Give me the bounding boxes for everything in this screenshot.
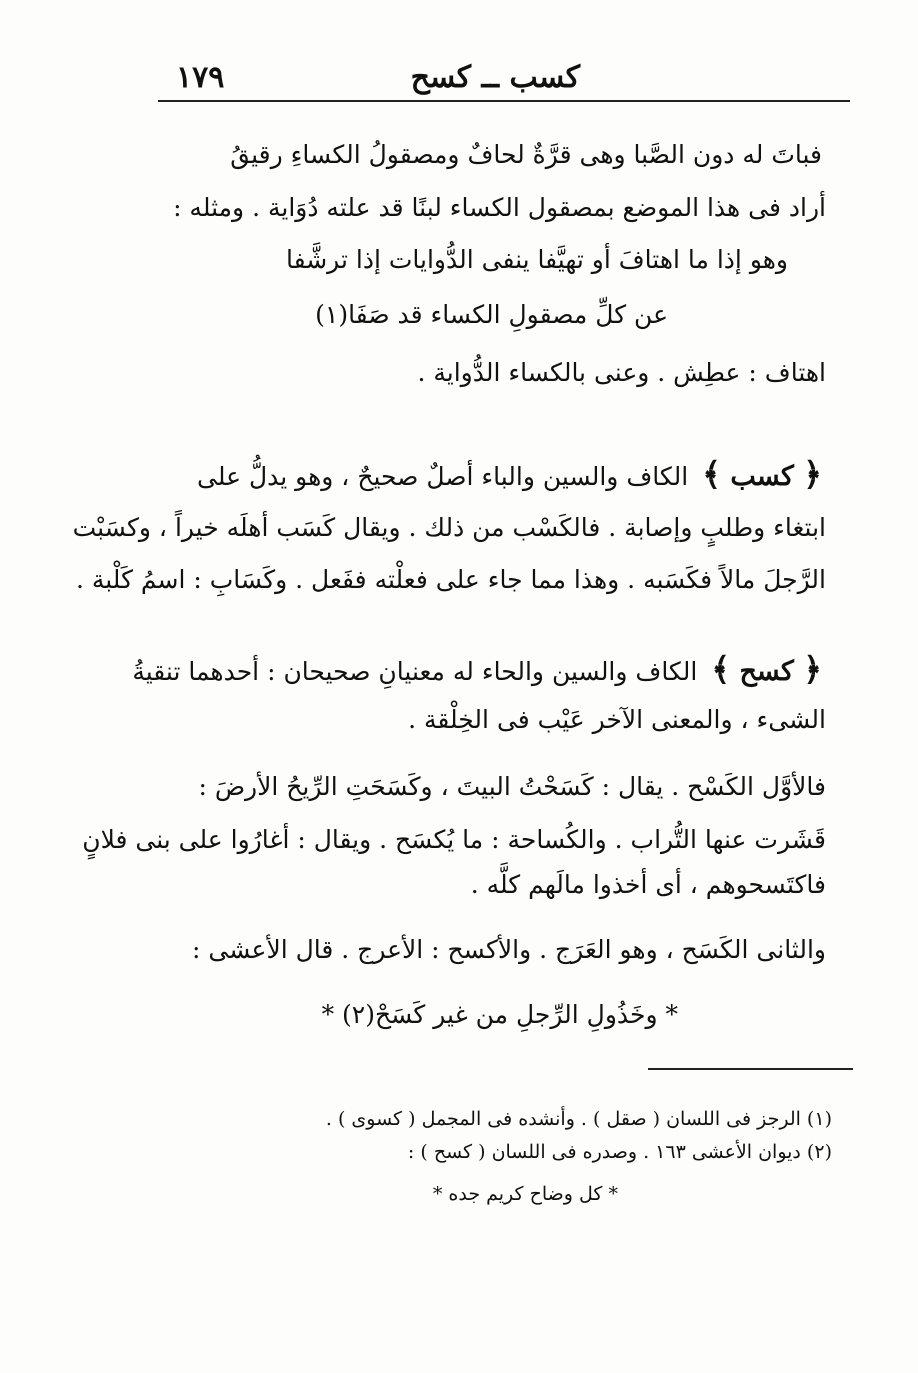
footnote-divider [648, 1068, 853, 1070]
footnote-2: (٢) ديوان الأعشى ١٦٣ . وصدره فى اللسان ( كسح ) : [407, 1141, 832, 1163]
entry-kasah-line-2: الشىء ، والمعنى الآخر عَيْب فى الخِلْقة . [408, 705, 826, 734]
entry-kasah-line-3: فالأوَّل الكَسْح . يقال : كَسَحْتُ البيتَ ، وكَسَحَتِ الرِّيحُ الأرضَ : [198, 772, 826, 801]
entry-kasab-line-3: الرَّجلَ مالاً فكَسَبه . وهذا مما جاء على فعلْته ففَعل . وكَسَابِ : اسمُ كَلْبة . [75, 565, 826, 594]
footnote-1: (١) الرجز فى اللسان ( صقل ) . وأنشده فى المجمل ( كسوى ) . [325, 1108, 832, 1130]
entry-kasah-line-4: قَشَرت عنها التُّراب . والكُساحة : ما يُكسَح . ويقال : أغارُوا على بنى فلانٍ [82, 825, 826, 854]
verse-line-1: فباتَ له دون الصَّبا وهى قرَّةٌ لحافٌ ومصقولُ الكساءِ رقيقُ [230, 140, 822, 169]
entry-kasab-line-2: ابتغاء وطلبٍ وإصابة . فالكَسْب من ذلك . ويقال كَسَب أهلَه خيراً ، وكسَبْت [72, 513, 826, 542]
verse-line-4: عن كلِّ مصقولِ الكساء قد صَفَا(١) [315, 300, 668, 329]
entry-headword-kasab: ﴿ كسب ﴾ [702, 455, 822, 493]
entry-kasab-line-1 [197, 455, 826, 493]
page-number: ١٧٩ [176, 60, 225, 95]
text-line-5: اهتاف : عطِش . وعنى بالكساء الدُّواية . [417, 358, 826, 387]
entry-kasah-text: الكاف والسين والحاء له معنيانِ صحيحان : أحدهما تنقيةُ [132, 657, 698, 686]
verse-line-aasha: * وخَذُولِ الرِّجلِ من غير كَسَحْ(٢) * [321, 1000, 678, 1029]
footnote-2-verse: * كل وضاح كريم جده * [432, 1183, 618, 1205]
entry-kasah-line-1 [132, 650, 826, 688]
headword-kasah-text: كسح [739, 656, 794, 687]
headword-kasab-text: كسب [730, 461, 794, 492]
entry-kasah-line-6: والثانى الكَسَح ، وهو العَرَج . والأكسح : الأعرج . قال الأعشى : [192, 935, 826, 964]
entry-headword-kasah: ﴿ كسح ﴾ [711, 650, 822, 688]
verse-line-3: وهو إذا ما اهتافَ أو تهيَّفا ينفى الدُّوايات إذا ترشَّفا [285, 245, 788, 274]
page-title: كسب ــ كسح [410, 60, 580, 95]
page-header [158, 60, 850, 96]
entry-kasab-text: الكاف والسين والباء أصلٌ صحيحٌ ، وهو يدلُّ على [197, 462, 689, 491]
text-line-2: أراد فى هذا الموضع بمصقول الكساء لبنًا قد علته دُوَاية . ومثله : [173, 193, 826, 222]
header-divider [158, 100, 850, 102]
entry-kasah-line-5: فاكتَسحوهم ، أى أخذوا مالَهم كلَّه . [470, 870, 826, 899]
